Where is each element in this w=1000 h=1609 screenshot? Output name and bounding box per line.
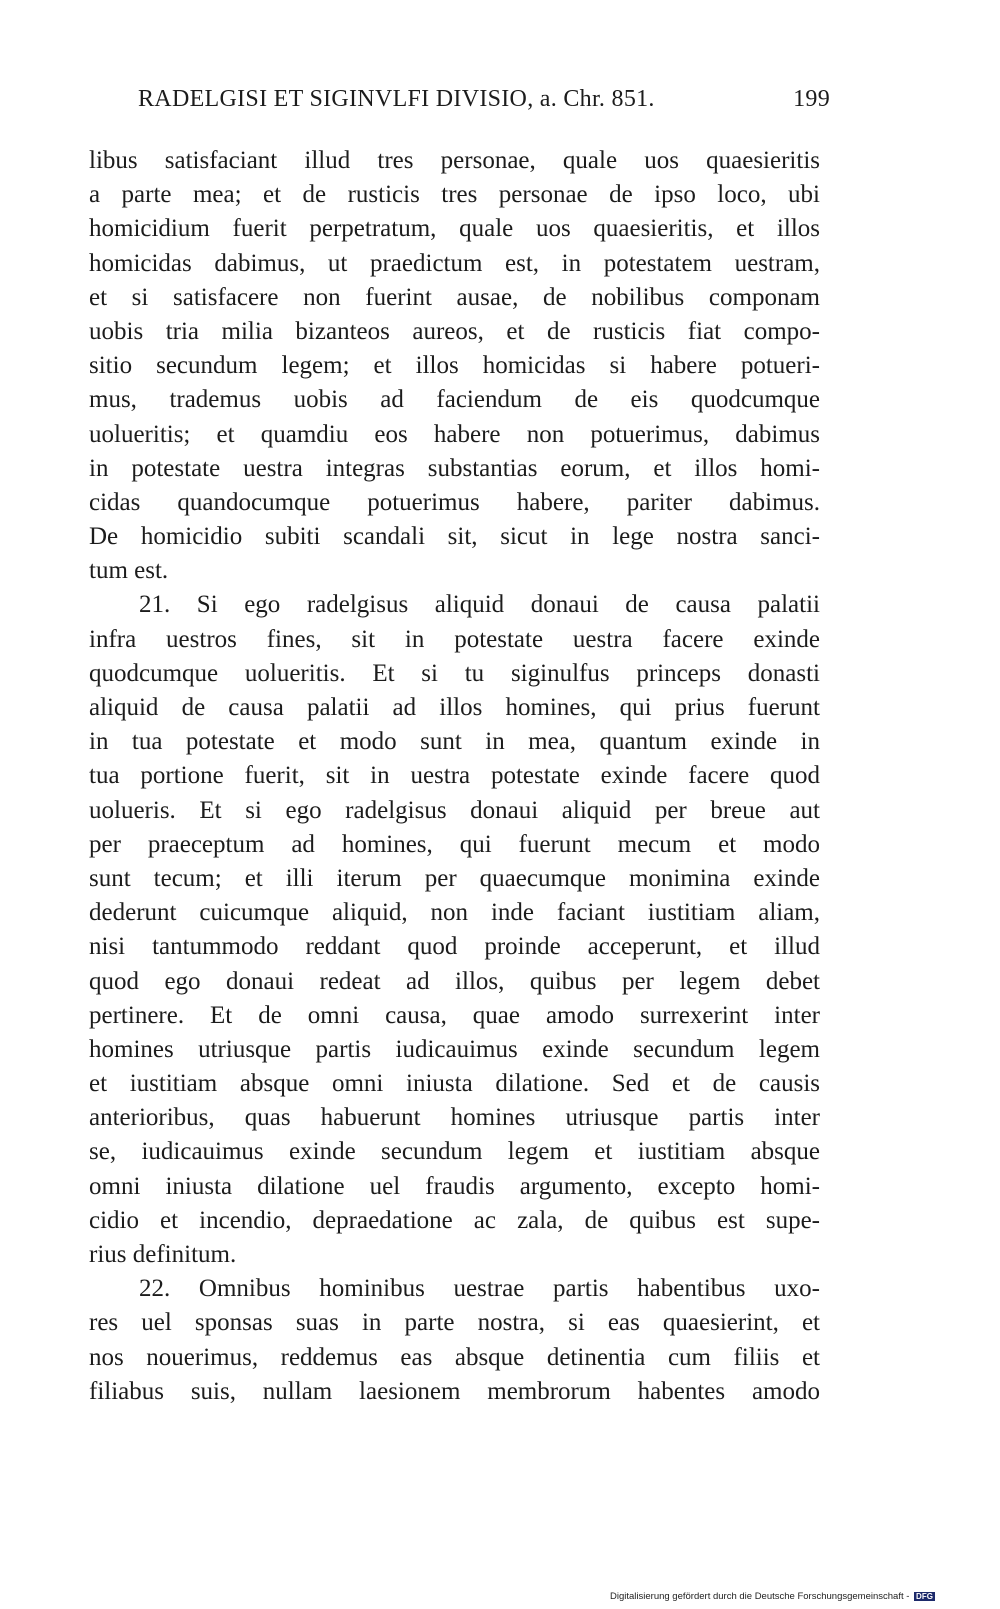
text-line: tua portione fuerit, sit in uestra potestate exinde facere quod <box>89 762 820 790</box>
text-line: cidio et incendio, depraedatione ac zala, de quibus est supe- <box>89 1206 820 1234</box>
text-line: uobis tria milia bizanteos aureos, et de rusticis fiat compo- <box>89 317 820 345</box>
text-line: et si satisfacere non fuerint ausae, de nobilibus componam <box>89 283 820 311</box>
text-line: uolueritis; et quamdiu eos habere non potuerimus, dabimus <box>89 420 820 448</box>
text-line: in potestate uestra integras substantias eorum, et illos homi- <box>89 454 820 482</box>
text-line: infra uestros fines, sit in potestate uestra facere exinde <box>89 625 820 653</box>
text-line: omni iniusta dilatione uel fraudis argumento, excepto homi- <box>89 1172 820 1200</box>
text-line: quod ego donaui redeat ad illos, quibus per legem debet <box>89 967 820 995</box>
text-line: homines utriusque partis iudicauimus exinde secundum legem <box>89 1035 820 1063</box>
text-line: homicidas dabimus, ut praedictum est, in potestatem uestram, <box>89 249 820 277</box>
text-line: cidas quandocumque potuerimus habere, pariter dabimus. <box>89 488 820 516</box>
text-line: nisi tantummodo reddant quod proinde acceperunt, et illud <box>89 933 820 961</box>
digitization-footer <box>610 1591 998 1602</box>
footer-note: Digitalisierung gefördert durch die Deutsche Forschungsgemeinschaft - <box>610 1591 910 1602</box>
text-line: sunt tecum; et illi iterum per quaecumque monimina exinde <box>89 864 820 892</box>
text-line: res uel sponsas suas in parte nostra, si eas quaesierint, et <box>89 1309 820 1337</box>
text-line: 22. Omnibus hominibus uestrae partis habentibus uxo- <box>139 1275 820 1303</box>
text-line: homicidium fuerit perpetratum, quale uos quaesieritis, et illos <box>89 215 820 243</box>
text-line: aliquid de causa palatii ad illos homines, qui prius fuerunt <box>89 694 820 721</box>
text-line: rius definitum. <box>89 1241 237 1268</box>
text-line: mus, trademus uobis ad faciendum de eis quodcumque <box>89 386 820 414</box>
text-line: De homicidio subiti scandali sit, sicut in lege nostra sanci- <box>89 523 820 551</box>
body-text <box>89 144 820 1409</box>
text-line: per praeceptum ad homines, qui fuerunt mecum et modo <box>89 830 820 858</box>
running-header <box>138 86 830 126</box>
text-line: sitio secundum legem; et illos homicidas si habere potueri- <box>89 352 820 380</box>
text-line: nos nouerimus, reddemus eas absque detinentia cum filiis et <box>89 1343 820 1371</box>
text-line: et iustitiam absque omni iniusta dilatione. Sed et de causis <box>89 1070 820 1098</box>
text-line: quodcumque uolueritis. Et si tu siginulfus princeps donasti <box>89 659 820 687</box>
text-line: a parte mea; et de rusticis tres personae de ipso loco, ubi <box>89 181 820 209</box>
text-line: libus satisfaciant illud tres personae, quale uos quaesieritis <box>89 147 820 174</box>
text-line: pertinere. Et de omni causa, quae amodo surrexerint inter <box>89 1001 820 1029</box>
text-line: filiabus suis, nullam laesionem membrorum habentes amodo <box>89 1377 820 1405</box>
dfg-logo: DFG <box>916 1591 933 1601</box>
text-line: uolueris. Et si ego radelgisus donaui aliquid per breue aut <box>89 796 820 824</box>
text-line: anterioribus, quas habuerunt homines utriusque partis inter <box>89 1104 820 1132</box>
text-line: dederunt cuicumque aliquid, non inde faciant iustitiam aliam, <box>89 899 820 927</box>
page-number: 199 <box>793 86 830 112</box>
text-line: in tua potestate et modo sunt in mea, quantum exinde in <box>89 728 820 756</box>
text-line: tum est. <box>89 557 169 585</box>
text-line: 21. Si ego radelgisus aliquid donaui de causa palatii <box>139 591 820 619</box>
text-line: se, iudicauimus exinde secundum legem et iustitiam absque <box>89 1138 820 1166</box>
running-title: RADELGISI ET SIGINVLFI DIVISIO, a. Chr. 851. <box>138 86 655 112</box>
